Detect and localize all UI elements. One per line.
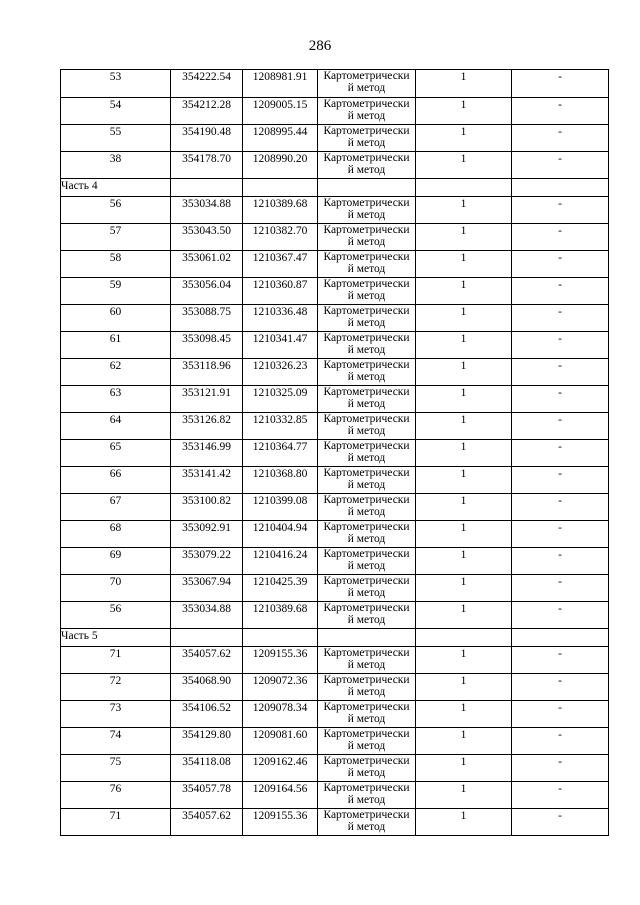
point-number: 64 (61, 413, 171, 440)
method-cell (318, 494, 416, 521)
x-coordinate: 353034.88 (171, 602, 243, 629)
y-coordinate: 1209162.46 (243, 755, 318, 782)
method-cell (318, 152, 416, 179)
accuracy-value: 1 (416, 305, 512, 332)
part-label: Часть 4 (61, 179, 171, 197)
method-line-1: Картометрически (323, 152, 410, 164)
accuracy-value: 1 (416, 521, 512, 548)
method-line-1: Картометрически (323, 755, 410, 767)
dash-value: - (512, 782, 609, 809)
x-coordinate: 353056.04 (171, 278, 243, 305)
accuracy-value: 1 (416, 701, 512, 728)
method-cell (318, 278, 416, 305)
table-row (61, 98, 609, 125)
empty-cell (512, 179, 609, 197)
dash-value: - (512, 413, 609, 440)
table-row (61, 602, 609, 629)
method-line-2: й метод (347, 560, 386, 572)
empty-cell (416, 629, 512, 647)
dash-value: - (512, 647, 609, 674)
x-coordinate: 354190.48 (171, 125, 243, 152)
method-line-1: Картометрически (323, 70, 410, 82)
method-line-2: й метод (347, 614, 386, 626)
y-coordinate: 1209005.15 (243, 98, 318, 125)
point-number: 73 (61, 701, 171, 728)
y-coordinate: 1210416.24 (243, 548, 318, 575)
accuracy-value: 1 (416, 575, 512, 602)
method-line-1: Картометрически (323, 728, 410, 740)
accuracy-value: 1 (416, 386, 512, 413)
accuracy-value: 1 (416, 467, 512, 494)
method-line-1: Картометрически (323, 647, 410, 659)
point-number: 57 (61, 224, 171, 251)
table-row (61, 413, 609, 440)
method-cell (318, 548, 416, 575)
method-line-1: Картометрически (323, 467, 410, 479)
empty-cell (318, 179, 416, 197)
point-number: 61 (61, 332, 171, 359)
table-row (61, 521, 609, 548)
point-number: 54 (61, 98, 171, 125)
method-line-2: й метод (347, 263, 386, 275)
dash-value: - (512, 224, 609, 251)
empty-cell (243, 629, 318, 647)
dash-value: - (512, 98, 609, 125)
x-coordinate: 353067.94 (171, 575, 243, 602)
accuracy-value: 1 (416, 251, 512, 278)
accuracy-value: 1 (416, 782, 512, 809)
method-cell (318, 755, 416, 782)
accuracy-value: 1 (416, 332, 512, 359)
accuracy-value: 1 (416, 728, 512, 755)
table-row (61, 548, 609, 575)
method-line-2: й метод (347, 740, 386, 752)
method-line-2: й метод (347, 82, 386, 94)
x-coordinate: 354222.54 (171, 70, 243, 98)
method-line-2: й метод (347, 110, 386, 122)
x-coordinate: 353141.42 (171, 467, 243, 494)
method-line-2: й метод (347, 425, 386, 437)
table-row (61, 674, 609, 701)
method-line-2: й метод (347, 344, 386, 356)
table-row (61, 494, 609, 521)
method-line-2: й метод (347, 137, 386, 149)
method-line-1: Картометрически (323, 359, 410, 371)
method-cell (318, 197, 416, 224)
table-row (61, 809, 609, 836)
table-row (61, 755, 609, 782)
dash-value: - (512, 728, 609, 755)
x-coordinate: 353034.88 (171, 197, 243, 224)
method-cell (318, 701, 416, 728)
point-number: 70 (61, 575, 171, 602)
table-row (61, 701, 609, 728)
point-number: 60 (61, 305, 171, 332)
y-coordinate: 1210326.23 (243, 359, 318, 386)
method-cell (318, 602, 416, 629)
x-coordinate: 353079.22 (171, 548, 243, 575)
point-number: 75 (61, 755, 171, 782)
y-coordinate: 1210404.94 (243, 521, 318, 548)
method-line-2: й метод (347, 659, 386, 671)
method-cell (318, 332, 416, 359)
x-coordinate: 354129.80 (171, 728, 243, 755)
point-number: 71 (61, 809, 171, 836)
point-number: 72 (61, 674, 171, 701)
x-coordinate: 353098.45 (171, 332, 243, 359)
accuracy-value: 1 (416, 809, 512, 836)
y-coordinate: 1210367.47 (243, 251, 318, 278)
dash-value: - (512, 125, 609, 152)
accuracy-value: 1 (416, 197, 512, 224)
x-coordinate: 353092.91 (171, 521, 243, 548)
point-number: 56 (61, 602, 171, 629)
empty-cell (318, 629, 416, 647)
point-number: 74 (61, 728, 171, 755)
x-coordinate: 353061.02 (171, 251, 243, 278)
method-cell (318, 521, 416, 548)
method-line-2: й метод (347, 713, 386, 725)
table-row (61, 782, 609, 809)
table-row (61, 728, 609, 755)
method-line-1: Картометрически (323, 809, 410, 821)
method-line-2: й метод (347, 452, 386, 464)
method-line-2: й метод (347, 533, 386, 545)
dash-value: - (512, 809, 609, 836)
method-line-2: й метод (347, 164, 386, 176)
part-header-row (61, 179, 609, 197)
method-line-1: Картометрически (323, 251, 410, 263)
method-cell (318, 386, 416, 413)
method-line-1: Картометрически (323, 98, 410, 110)
y-coordinate: 1209081.60 (243, 728, 318, 755)
dash-value: - (512, 305, 609, 332)
method-line-1: Картометрически (323, 413, 410, 425)
x-coordinate: 354118.08 (171, 755, 243, 782)
dash-value: - (512, 521, 609, 548)
dash-value: - (512, 386, 609, 413)
y-coordinate: 1210399.08 (243, 494, 318, 521)
table-row (61, 575, 609, 602)
method-line-2: й метод (347, 317, 386, 329)
method-cell (318, 782, 416, 809)
method-line-2: й метод (347, 236, 386, 248)
method-cell (318, 647, 416, 674)
point-number: 53 (61, 70, 171, 98)
accuracy-value: 1 (416, 755, 512, 782)
table-row (61, 359, 609, 386)
y-coordinate: 1210368.80 (243, 467, 318, 494)
point-number: 68 (61, 521, 171, 548)
table-row (61, 224, 609, 251)
method-line-2: й метод (347, 794, 386, 806)
method-line-1: Картометрически (323, 332, 410, 344)
dash-value: - (512, 548, 609, 575)
method-line-2: й метод (347, 767, 386, 779)
y-coordinate: 1210389.68 (243, 602, 318, 629)
table-row (61, 70, 609, 98)
accuracy-value: 1 (416, 413, 512, 440)
dash-value: - (512, 152, 609, 179)
dash-value: - (512, 701, 609, 728)
dash-value: - (512, 440, 609, 467)
table-row (61, 278, 609, 305)
x-coordinate: 353088.75 (171, 305, 243, 332)
empty-cell (416, 179, 512, 197)
method-cell (318, 809, 416, 836)
empty-cell (243, 179, 318, 197)
accuracy-value: 1 (416, 647, 512, 674)
x-coordinate: 353121.91 (171, 386, 243, 413)
y-coordinate: 1210332.85 (243, 413, 318, 440)
method-cell (318, 413, 416, 440)
x-coordinate: 353043.50 (171, 224, 243, 251)
table-row (61, 125, 609, 152)
x-coordinate: 354106.52 (171, 701, 243, 728)
y-coordinate: 1209072.36 (243, 674, 318, 701)
x-coordinate: 354178.70 (171, 152, 243, 179)
method-line-1: Картометрически (323, 494, 410, 506)
method-line-2: й метод (347, 371, 386, 383)
dash-value: - (512, 494, 609, 521)
dash-value: - (512, 602, 609, 629)
y-coordinate: 1210360.87 (243, 278, 318, 305)
accuracy-value: 1 (416, 674, 512, 701)
y-coordinate: 1208995.44 (243, 125, 318, 152)
method-line-2: й метод (347, 821, 386, 833)
method-line-1: Картометрически (323, 305, 410, 317)
y-coordinate: 1210425.39 (243, 575, 318, 602)
dash-value: - (512, 467, 609, 494)
method-line-1: Картометрически (323, 575, 410, 587)
method-line-2: й метод (347, 479, 386, 491)
x-coordinate: 353146.99 (171, 440, 243, 467)
method-line-2: й метод (347, 398, 386, 410)
point-number: 69 (61, 548, 171, 575)
method-cell (318, 98, 416, 125)
point-number: 66 (61, 467, 171, 494)
method-line-1: Картометрически (323, 548, 410, 560)
table-row (61, 152, 609, 179)
accuracy-value: 1 (416, 125, 512, 152)
point-number: 38 (61, 152, 171, 179)
x-coordinate: 354057.62 (171, 647, 243, 674)
method-line-1: Картометрически (323, 197, 410, 209)
method-line-1: Картометрически (323, 224, 410, 236)
x-coordinate: 353100.82 (171, 494, 243, 521)
method-line-1: Картометрически (323, 521, 410, 533)
method-line-1: Картометрически (323, 125, 410, 137)
accuracy-value: 1 (416, 602, 512, 629)
method-cell (318, 305, 416, 332)
method-line-2: й метод (347, 209, 386, 221)
method-line-1: Картометрически (323, 782, 410, 794)
y-coordinate: 1210364.77 (243, 440, 318, 467)
point-number: 76 (61, 782, 171, 809)
accuracy-value: 1 (416, 548, 512, 575)
method-line-1: Картометрически (323, 440, 410, 452)
table-row (61, 647, 609, 674)
accuracy-value: 1 (416, 98, 512, 125)
method-line-1: Картометрически (323, 386, 410, 398)
accuracy-value: 1 (416, 440, 512, 467)
accuracy-value: 1 (416, 224, 512, 251)
y-coordinate: 1210382.70 (243, 224, 318, 251)
point-number: 67 (61, 494, 171, 521)
accuracy-value: 1 (416, 152, 512, 179)
method-cell (318, 467, 416, 494)
method-cell (318, 359, 416, 386)
method-line-1: Картометрически (323, 701, 410, 713)
point-number: 62 (61, 359, 171, 386)
table-row (61, 440, 609, 467)
point-number: 63 (61, 386, 171, 413)
method-cell (318, 224, 416, 251)
dash-value: - (512, 332, 609, 359)
table-row (61, 305, 609, 332)
table-body (61, 70, 609, 836)
table-row (61, 332, 609, 359)
accuracy-value: 1 (416, 278, 512, 305)
accuracy-value: 1 (416, 70, 512, 98)
part-header-row (61, 629, 609, 647)
part-label: Часть 5 (61, 629, 171, 647)
y-coordinate: 1210325.09 (243, 386, 318, 413)
y-coordinate: 1208981.91 (243, 70, 318, 98)
y-coordinate: 1209164.56 (243, 782, 318, 809)
dash-value: - (512, 674, 609, 701)
method-line-1: Картометрически (323, 674, 410, 686)
point-number: 58 (61, 251, 171, 278)
point-number: 55 (61, 125, 171, 152)
method-cell (318, 251, 416, 278)
method-line-2: й метод (347, 290, 386, 302)
table-row (61, 386, 609, 413)
y-coordinate: 1208990.20 (243, 152, 318, 179)
point-number: 71 (61, 647, 171, 674)
method-cell (318, 70, 416, 98)
method-line-2: й метод (347, 587, 386, 599)
y-coordinate: 1209155.36 (243, 809, 318, 836)
y-coordinate: 1210336.48 (243, 305, 318, 332)
coordinates-table (60, 69, 609, 836)
point-number: 65 (61, 440, 171, 467)
dash-value: - (512, 70, 609, 98)
x-coordinate: 354057.78 (171, 782, 243, 809)
dash-value: - (512, 197, 609, 224)
point-number: 56 (61, 197, 171, 224)
method-cell (318, 440, 416, 467)
method-cell (318, 674, 416, 701)
x-coordinate: 354212.28 (171, 98, 243, 125)
y-coordinate: 1210341.47 (243, 332, 318, 359)
y-coordinate: 1210389.68 (243, 197, 318, 224)
table-row (61, 197, 609, 224)
page-number: 286 (308, 38, 332, 54)
dash-value: - (512, 251, 609, 278)
point-number: 59 (61, 278, 171, 305)
dash-value: - (512, 359, 609, 386)
method-line-1: Картометрически (323, 602, 410, 614)
empty-cell (512, 629, 609, 647)
empty-cell (171, 629, 243, 647)
table-row (61, 251, 609, 278)
x-coordinate: 354068.90 (171, 674, 243, 701)
method-line-1: Картометрически (323, 278, 410, 290)
x-coordinate: 353126.82 (171, 413, 243, 440)
method-cell (318, 125, 416, 152)
dash-value: - (512, 575, 609, 602)
method-cell (318, 575, 416, 602)
method-line-2: й метод (347, 506, 386, 518)
dash-value: - (512, 755, 609, 782)
x-coordinate: 353118.96 (171, 359, 243, 386)
dash-value: - (512, 278, 609, 305)
empty-cell (171, 179, 243, 197)
y-coordinate: 1209155.36 (243, 647, 318, 674)
y-coordinate: 1209078.34 (243, 701, 318, 728)
method-cell (318, 728, 416, 755)
accuracy-value: 1 (416, 359, 512, 386)
method-line-2: й метод (347, 686, 386, 698)
table-row (61, 467, 609, 494)
x-coordinate: 354057.62 (171, 809, 243, 836)
accuracy-value: 1 (416, 494, 512, 521)
